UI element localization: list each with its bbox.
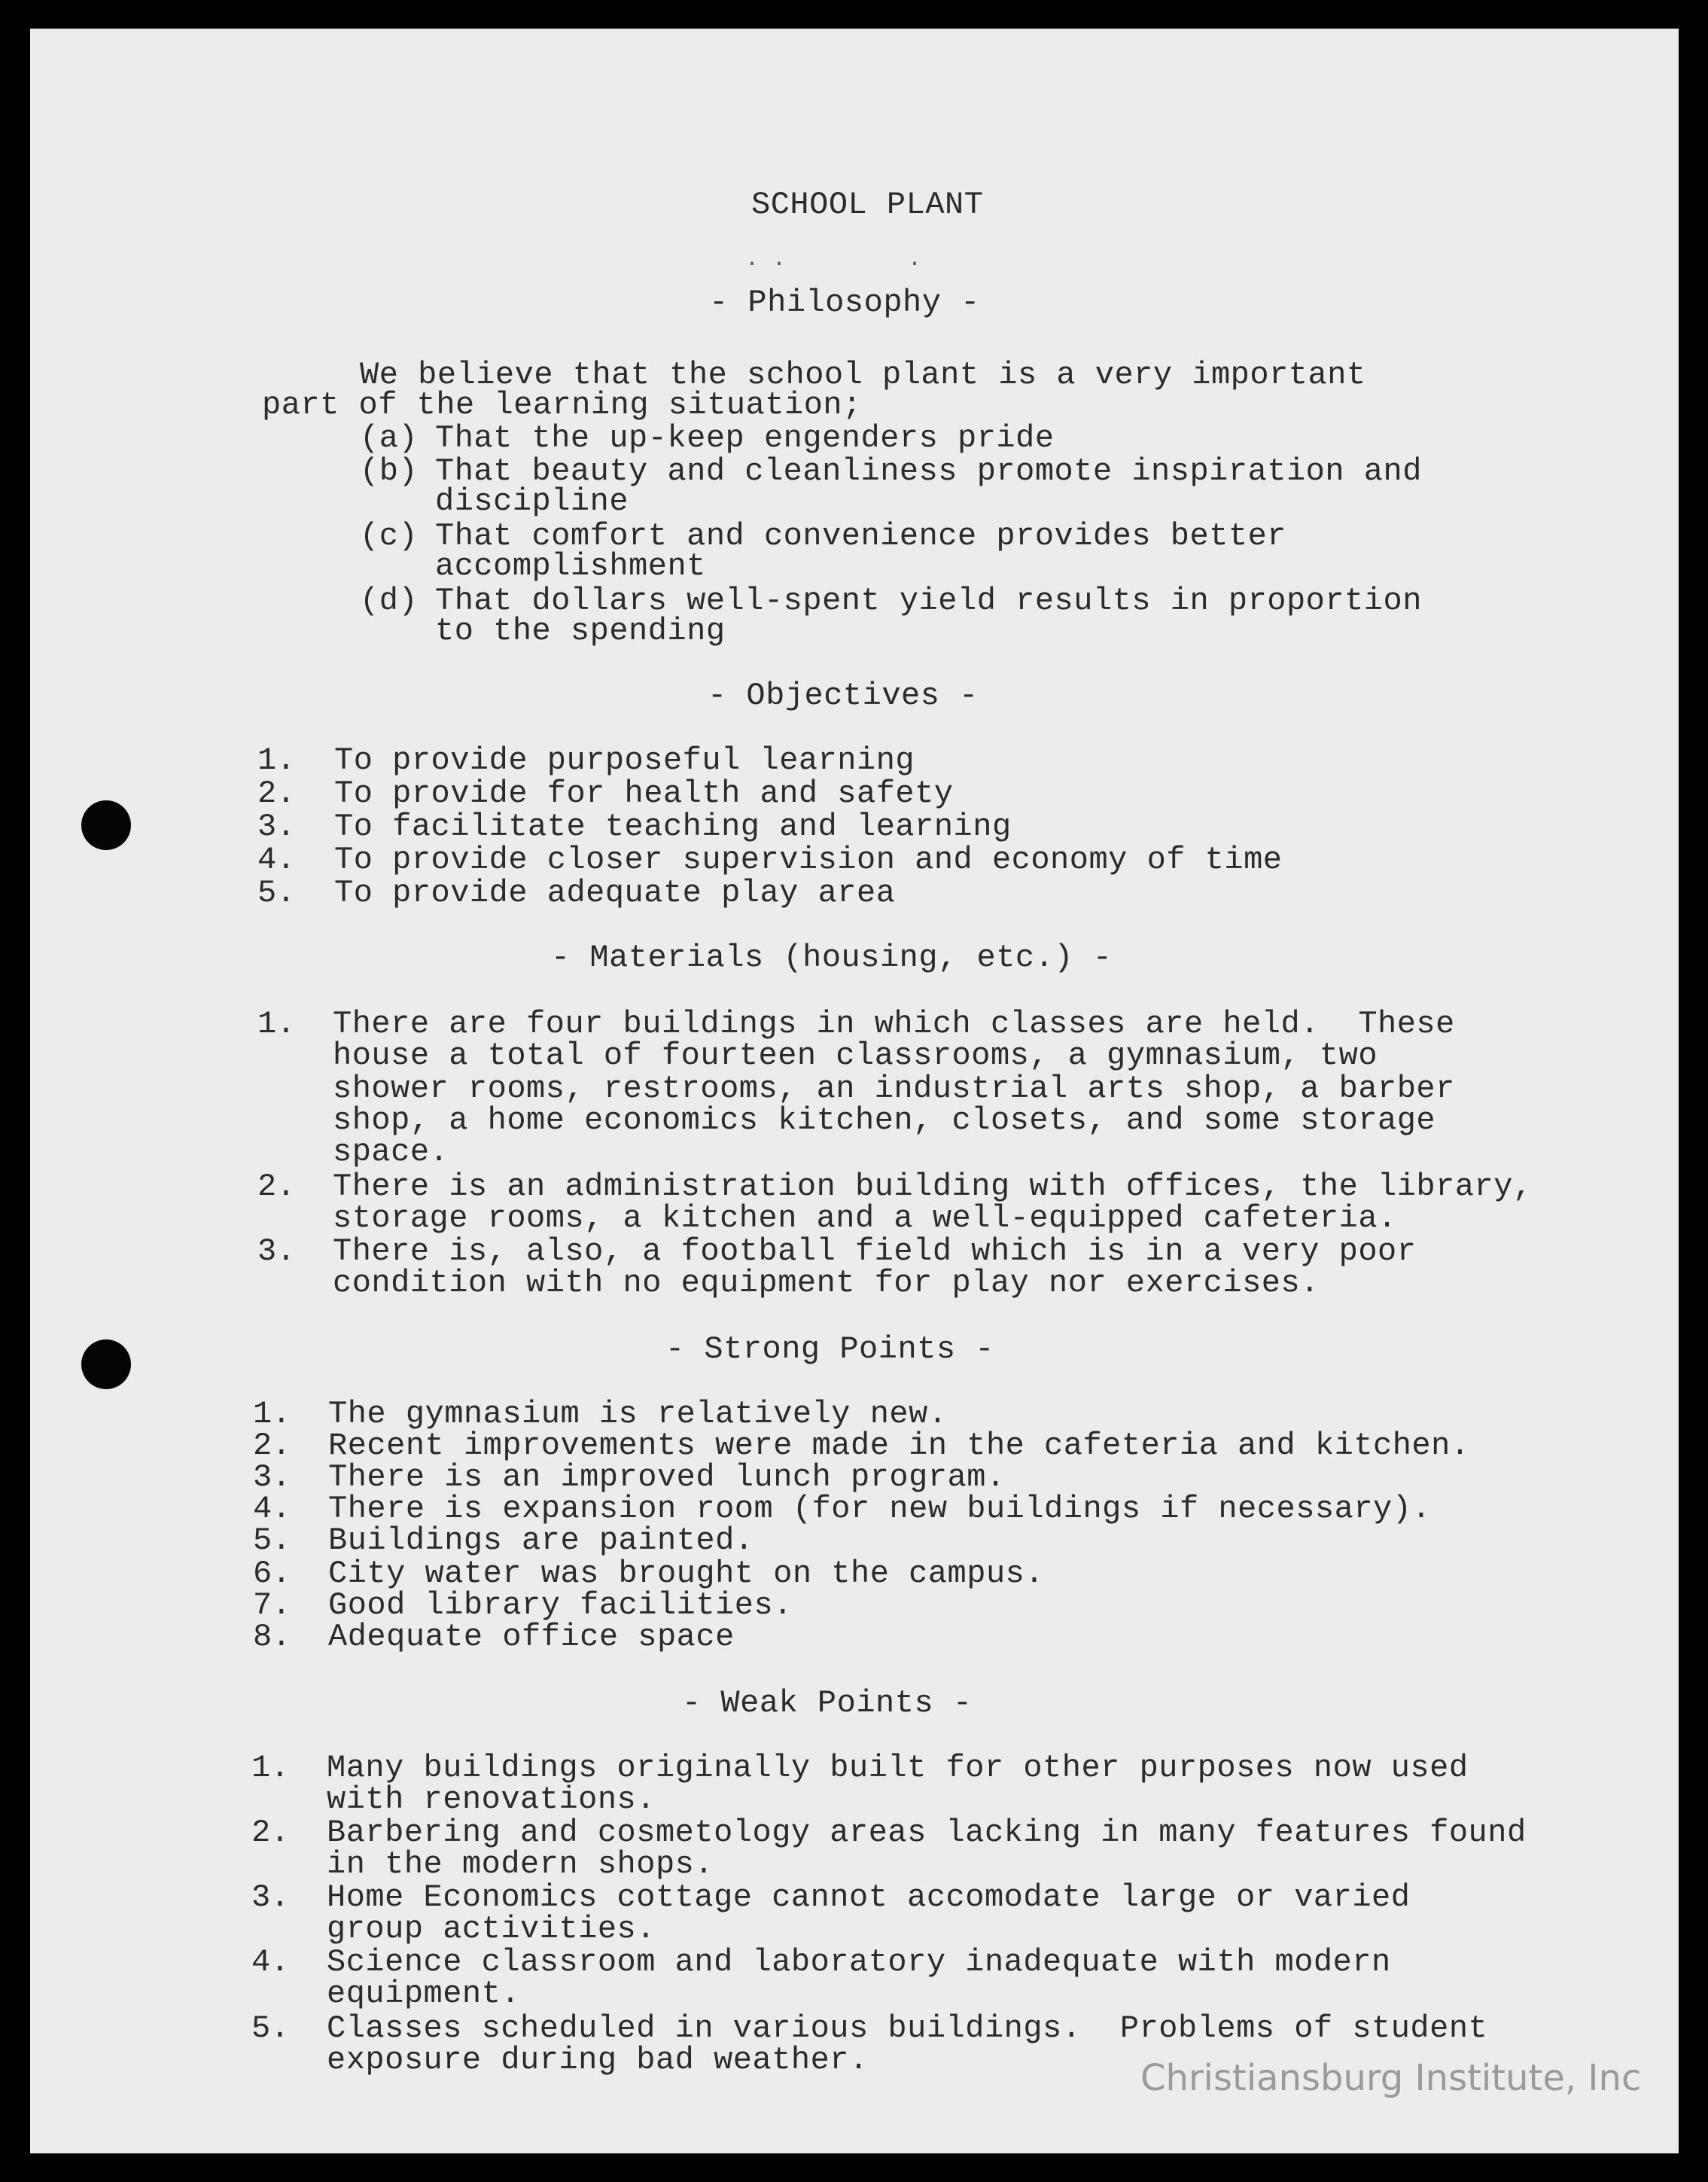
strong-point-number: 4. bbox=[253, 1491, 291, 1527]
objective-text: To provide for health and safety bbox=[334, 776, 954, 812]
materials-text: space. bbox=[333, 1134, 449, 1170]
materials-number: 1. bbox=[257, 1006, 296, 1042]
weak-point-number: 5. bbox=[251, 2010, 290, 2046]
philosophy-item-text: That comfort and convenience provides better bbox=[435, 518, 1286, 554]
materials-text: There are four buildings in which classes are held. These bbox=[333, 1006, 1455, 1042]
strong-point-text: Recent improvements were made in the cafeteria and kitchen. bbox=[328, 1428, 1470, 1464]
philosophy-item-text: to the spending bbox=[435, 613, 726, 649]
objective-number: 3. bbox=[257, 809, 296, 845]
philosophy-item-label: (a) bbox=[360, 420, 419, 456]
philosophy-item-text: That dollars well-spent yield results in proportion bbox=[435, 583, 1422, 619]
materials-text: storage rooms, a kitchen and a well-equipped cafeteria. bbox=[333, 1200, 1397, 1236]
strong-point-number: 7. bbox=[253, 1587, 291, 1623]
weak-point-text: Barbering and cosmetology areas lacking in many features found bbox=[327, 1815, 1527, 1851]
strong-point-number: 2. bbox=[253, 1428, 291, 1464]
objective-number: 5. bbox=[257, 875, 296, 911]
philosophy-item-text: That the up-keep engenders pride bbox=[435, 420, 1055, 456]
philosophy-item-text: discipline bbox=[435, 483, 629, 520]
philosophy-item-label: (b) bbox=[360, 453, 419, 489]
strong-point-text: Adequate office space bbox=[328, 1619, 735, 1655]
philosophy-intro: We believe that the school plant is a very important bbox=[360, 357, 1366, 393]
objective-text: To provide purposeful learning bbox=[334, 742, 915, 779]
watermark: Christiansburg Institute, Inc bbox=[1140, 2057, 1642, 2099]
materials-heading: - Materials (housing, etc.) - bbox=[551, 940, 1113, 976]
binder-hole bbox=[81, 800, 131, 850]
weak-point-text: in the modern shops. bbox=[327, 1846, 714, 1882]
strong-point-text: The gymnasium is relatively new. bbox=[328, 1396, 948, 1432]
philosophy-item-text: That beauty and cleanliness promote inspiration and bbox=[435, 453, 1422, 489]
objective-number: 4. bbox=[257, 842, 296, 878]
weak-point-text: Many buildings originally built for other purposes now used bbox=[327, 1750, 1469, 1786]
objective-text: To provide adequate play area bbox=[334, 875, 896, 911]
strong-point-text: There is an improved lunch program. bbox=[328, 1459, 1006, 1495]
materials-number: 3. bbox=[257, 1233, 296, 1269]
strong-point-text: Buildings are painted. bbox=[328, 1522, 754, 1559]
strong-point-text: Good library facilities. bbox=[328, 1587, 793, 1623]
weak-point-text: with renovations. bbox=[327, 1781, 656, 1818]
philosophy-intro: part of the learning situation; bbox=[262, 387, 862, 423]
materials-text: condition with no equipment for play nor exercises. bbox=[333, 1265, 1320, 1301]
strong-point-number: 1. bbox=[253, 1396, 291, 1432]
weak-point-text: Science classroom and laboratory inadequate with modern bbox=[327, 1944, 1391, 1980]
binder-hole bbox=[81, 1339, 131, 1389]
weak-points-heading: - Weak Points - bbox=[682, 1685, 973, 1721]
philosophy-item-label: (d) bbox=[360, 583, 419, 619]
philosophy-item-text: accomplishment bbox=[435, 548, 706, 584]
objective-text: To provide closer supervision and economy of time bbox=[334, 842, 1283, 878]
objectives-heading: - Objectives - bbox=[708, 678, 979, 714]
materials-text: shower rooms, restrooms, an industrial arts shop, a barber bbox=[333, 1071, 1455, 1107]
objective-text: To facilitate teaching and learning bbox=[334, 809, 1012, 845]
document-title: SCHOOL PLANT bbox=[751, 187, 984, 223]
stray-marks: . . . bbox=[745, 247, 922, 273]
objective-number: 2. bbox=[257, 776, 296, 812]
strong-points-heading: - Strong Points - bbox=[665, 1331, 994, 1367]
weak-point-text: Classes scheduled in various buildings. Problems of student bbox=[327, 2010, 1488, 2046]
strong-point-number: 6. bbox=[253, 1556, 291, 1592]
philosophy-heading: - Philosophy - bbox=[709, 285, 980, 321]
strong-point-number: 8. bbox=[253, 1619, 291, 1655]
materials-text: There is an administration building with offices, the library, bbox=[333, 1169, 1533, 1205]
weak-point-number: 2. bbox=[251, 1815, 290, 1851]
objective-number: 1. bbox=[257, 742, 296, 779]
weak-point-text: group activities. bbox=[327, 1911, 656, 1947]
philosophy-item-label: (c) bbox=[360, 518, 419, 554]
weak-point-text: equipment. bbox=[327, 1976, 521, 2012]
strong-point-number: 5. bbox=[253, 1522, 291, 1559]
materials-number: 2. bbox=[257, 1169, 296, 1205]
weak-point-number: 4. bbox=[251, 1944, 290, 1980]
weak-point-text: Home Economics cottage cannot accomodate large or varied bbox=[327, 1879, 1411, 1915]
weak-point-number: 3. bbox=[251, 1879, 290, 1915]
strong-point-text: City water was brought on the campus. bbox=[328, 1556, 1045, 1592]
materials-text: house a total of fourteen classrooms, a gymnasium, two bbox=[333, 1038, 1378, 1074]
materials-text: There is, also, a football field which is in a very poor bbox=[333, 1233, 1417, 1269]
strong-point-text: There is expansion room (for new buildings if necessary). bbox=[328, 1491, 1432, 1527]
weak-point-text: exposure during bad weather. bbox=[327, 2042, 869, 2078]
strong-point-number: 3. bbox=[253, 1459, 291, 1495]
weak-point-number: 1. bbox=[251, 1750, 290, 1786]
materials-text: shop, a home economics kitchen, closets, and some storage bbox=[333, 1102, 1436, 1138]
